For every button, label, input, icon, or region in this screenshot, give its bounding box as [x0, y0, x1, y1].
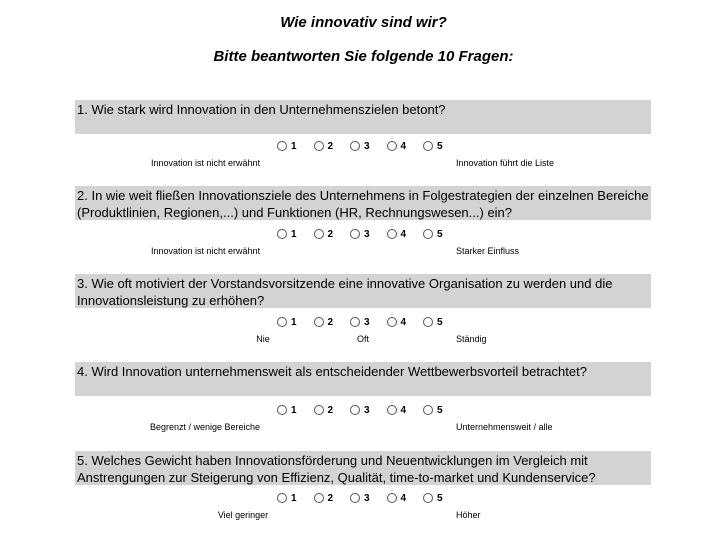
radio-circle-icon[interactable]	[350, 405, 360, 415]
radio-circle-icon[interactable]	[423, 493, 433, 503]
scale-left-label: Viel geringer	[217, 510, 269, 520]
rating-scale-3	[277, 315, 460, 329]
page-subtitle: Bitte beantworten Sie folgende 10 Fragen:	[213, 48, 514, 65]
scale-left-label: Nie	[256, 334, 270, 344]
scale-right-label: Starker Einfluss	[456, 246, 520, 256]
option-5[interactable]: 5	[423, 141, 460, 152]
option-3[interactable]: 3	[350, 317, 387, 328]
option-4[interactable]: 4	[387, 317, 424, 328]
option-3[interactable]: 3	[350, 229, 387, 240]
radio-circle-icon[interactable]	[387, 229, 397, 239]
radio-circle-icon[interactable]	[277, 405, 287, 415]
radio-circle-icon[interactable]	[314, 405, 324, 415]
scale-right-label: Innovation führt die Liste	[456, 158, 555, 168]
scale-left-label: Innovation ist nicht erwähnt	[151, 246, 261, 256]
scale-right-label: Unternehmensweit / alle	[456, 422, 553, 432]
radio-circle-icon[interactable]	[387, 405, 397, 415]
radio-circle-icon[interactable]	[387, 493, 397, 503]
option-2[interactable]: 2	[314, 405, 351, 416]
radio-circle-icon[interactable]	[314, 317, 324, 327]
option-3[interactable]: 3	[350, 141, 387, 152]
scale-right-label: Ständig	[456, 334, 487, 344]
radio-circle-icon[interactable]	[423, 141, 433, 151]
rating-scale-4	[277, 403, 460, 417]
scale-left-label: Innovation ist nicht erwähnt	[151, 158, 261, 168]
radio-circle-icon[interactable]	[350, 141, 360, 151]
option-4[interactable]: 4	[387, 493, 424, 504]
option-2[interactable]: 2	[314, 493, 351, 504]
option-5[interactable]: 5	[423, 229, 460, 240]
radio-circle-icon[interactable]	[350, 229, 360, 239]
option-4[interactable]: 4	[387, 141, 424, 152]
option-1[interactable]: 1	[277, 141, 314, 152]
question-4: 4. Wird Innovation unternehmensweit als entscheidender Wettbewerbsvorteil betrachtet?	[75, 362, 651, 396]
scale-right-label: Höher	[456, 510, 481, 520]
radio-circle-icon[interactable]	[423, 317, 433, 327]
radio-circle-icon[interactable]	[277, 141, 287, 151]
radio-circle-icon[interactable]	[387, 141, 397, 151]
rating-scale-1	[277, 139, 460, 153]
question-5: 5. Welches Gewicht haben Innovationsförderung und Neuentwicklungen im Vergleich mit Anstrengungen zur Steigerung von Effizienz, Qualität, time-to-market und Kundenservice?	[75, 451, 651, 485]
option-1[interactable]: 1	[277, 229, 314, 240]
radio-circle-icon[interactable]	[423, 229, 433, 239]
radio-circle-icon[interactable]	[277, 493, 287, 503]
option-1[interactable]: 1	[277, 493, 314, 504]
radio-circle-icon[interactable]	[387, 317, 397, 327]
radio-circle-icon[interactable]	[277, 317, 287, 327]
option-2[interactable]: 2	[314, 229, 351, 240]
radio-circle-icon[interactable]	[350, 317, 360, 327]
question-2: 2. In wie weit fließen Innovationsziele des Unternehmens in Folgestrategien der einzelnen Bereiche (Produktlinien, Regionen,...) und Funktionen (HR, Rechnungswesen...) ein?	[75, 186, 651, 220]
radio-circle-icon[interactable]	[314, 141, 324, 151]
rating-scale-5	[277, 491, 460, 505]
question-1: 1. Wie stark wird Innovation in den Unternehmenszielen betont?	[75, 100, 651, 134]
question-3: 3. Wie oft motiviert der Vorstandsvorsitzende eine innovative Organisation zu werden und die Innovationsleistung zu erhöhen?	[75, 274, 651, 308]
option-3[interactable]: 3	[350, 405, 387, 416]
rating-scale-2	[277, 227, 460, 241]
page-title: Wie innovativ sind wir?	[280, 14, 447, 31]
radio-circle-icon[interactable]	[314, 229, 324, 239]
radio-circle-icon[interactable]	[350, 493, 360, 503]
option-5[interactable]: 5	[423, 493, 460, 504]
radio-circle-icon[interactable]	[277, 229, 287, 239]
option-3[interactable]: 3	[350, 493, 387, 504]
option-2[interactable]: 2	[314, 317, 351, 328]
option-5[interactable]: 5	[423, 405, 460, 416]
option-4[interactable]: 4	[387, 405, 424, 416]
scale-left-label: Begrenzt / wenige Bereiche	[150, 422, 261, 432]
option-5[interactable]: 5	[423, 317, 460, 328]
radio-circle-icon[interactable]	[314, 493, 324, 503]
option-2[interactable]: 2	[314, 141, 351, 152]
scale-middle-label: Oft	[356, 334, 370, 344]
radio-circle-icon[interactable]	[423, 405, 433, 415]
option-4[interactable]: 4	[387, 229, 424, 240]
option-1[interactable]: 1	[277, 317, 314, 328]
option-1[interactable]: 1	[277, 405, 314, 416]
